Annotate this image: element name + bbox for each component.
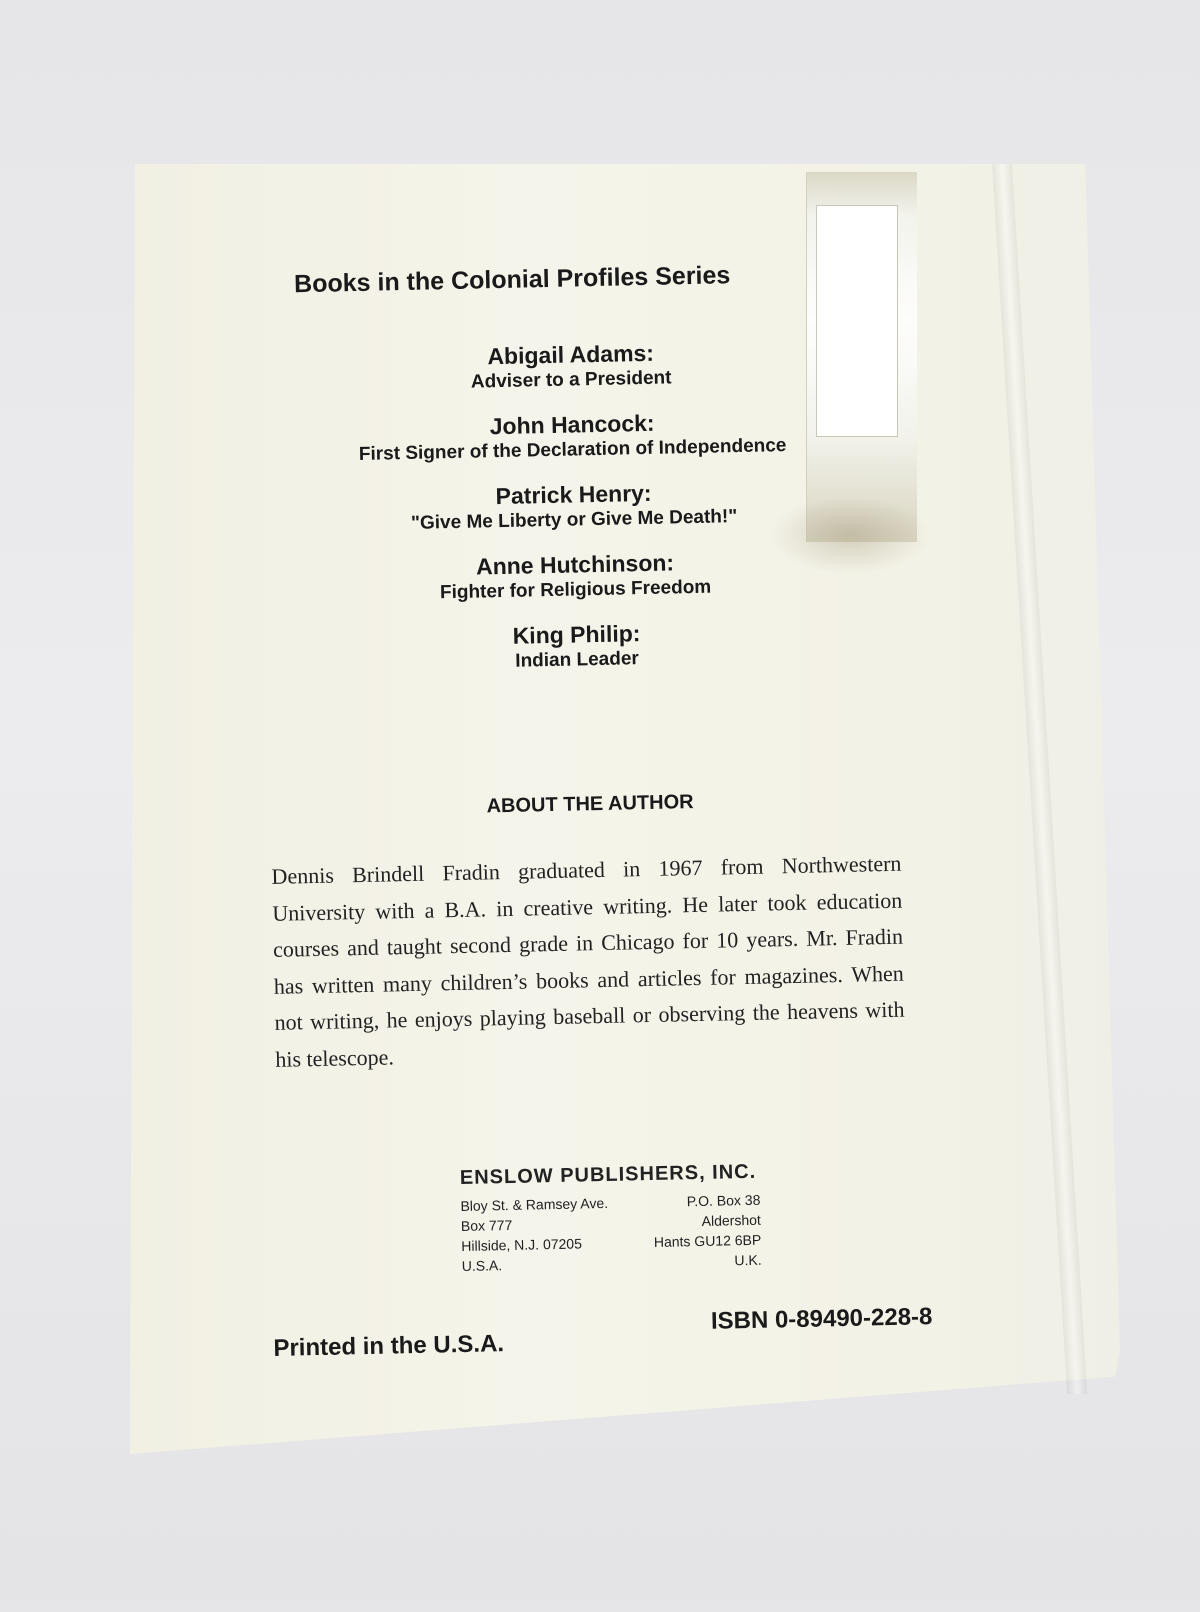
- book-subtitle: First Signer of the Declaration of Independence: [358, 435, 787, 465]
- book-name: John Hancock:: [489, 409, 655, 440]
- address-line: Aldershot: [701, 1211, 761, 1229]
- publisher-uk-address: [653, 1190, 762, 1272]
- book-entry: [295, 545, 856, 609]
- book-subtitle: Adviser to a President: [470, 367, 672, 393]
- series-title: Books in the Colonial Profiles Series: [293, 261, 731, 299]
- book-entry: [293, 475, 854, 539]
- address-line: U.K.: [734, 1251, 762, 1269]
- address-line: Bloy St. & Ramsey Ave.: [460, 1194, 609, 1215]
- book-entry: [296, 615, 857, 679]
- book-list: [290, 335, 857, 697]
- address-line: P.O. Box 38: [686, 1191, 761, 1210]
- address-line: Hants GU12 6BP: [653, 1231, 762, 1250]
- publisher-name: ENSLOW PUBLISHERS, INC.: [459, 1160, 757, 1190]
- book-entry: [290, 335, 851, 399]
- author-bio: Dennis Brindell Fradin graduated in 1967 from Northwestern University with a B.A. in creative writing. He later took education courses and taught second grade in Chicago for 10 years. Mr. Fradin has written many children’s books and articles for magazines. When not writing, he enjoys playing baseball or observing the heavens with his telescope.: [271, 850, 905, 1072]
- isbn-label: ISBN 0-89490-228-8: [710, 1303, 933, 1335]
- address-line: Box 777: [460, 1216, 513, 1235]
- about-author-heading: ABOUT THE AUTHOR: [486, 791, 694, 818]
- book-name: King Philip:: [512, 620, 641, 649]
- book-entry: [292, 405, 853, 469]
- address-line: U.S.A.: [461, 1257, 503, 1274]
- publisher-us-address: [460, 1193, 609, 1276]
- address-line: Hillside, N.J. 07205: [461, 1235, 583, 1255]
- printed-in-label: Printed in the U.S.A.: [273, 1330, 505, 1362]
- book-name: Patrick Henry:: [495, 479, 652, 510]
- publisher-block: [460, 1161, 762, 1286]
- book-name: Anne Hutchinson:: [475, 549, 675, 580]
- book-subtitle: Indian Leader: [515, 648, 640, 672]
- book-subtitle: "Give Me Liberty or Give Me Death!": [410, 506, 738, 534]
- book-name: Abigail Adams:: [487, 339, 655, 370]
- book-subtitle: Fighter for Religious Freedom: [439, 576, 712, 604]
